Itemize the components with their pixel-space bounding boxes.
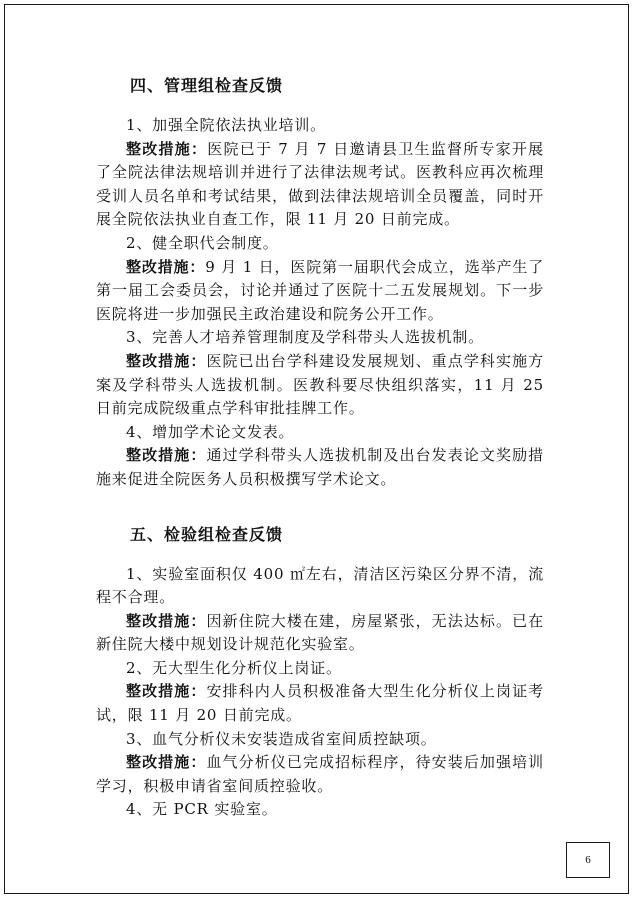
measure-text: 因新住院大楼在建，房屋紧张，无法达标。已在新住院大楼中规划设计规范化实验室。: [96, 611, 544, 654]
measure-label: 整改措施：: [126, 351, 207, 370]
measure-label: 整改措施：: [126, 446, 207, 465]
list-item: 4、增加学术论文发表。: [126, 422, 295, 441]
section-management-items: [96, 114, 544, 492]
measure-label: 整改措施：: [126, 139, 208, 158]
rectification-measure: [96, 256, 544, 327]
measure-label: 整改措施：: [126, 753, 207, 772]
section-heading-management: 四、管理组检查反馈: [130, 76, 284, 95]
rectification-measure: [96, 751, 544, 798]
measure-text: 血气分析仪已完成招标程序，待安装后加强培训学习，积极申请省室间质控验收。: [96, 753, 544, 795]
list-item: 2、健全职代会制度。: [126, 233, 279, 252]
page-number: 6: [585, 854, 591, 866]
measure-text: 通过学科带头人选拔机制及出台发表论文奖励措施来促进全院医务人员积极撰写学术论文。: [96, 446, 544, 488]
measure-text: 医院已于 7 月 7 日邀请县卫生监督所专家开展了全院法律法规培训并进行了法律法规考试。医教科应再次梳理受训人员名单和考试结果，做到法律法规培训全员覆盖，同时开展全院依法执业自查工作，限 11 月 20 日前完成。: [96, 139, 544, 229]
list-item: 1、实验室面积仅 400 ㎡左右，清洁区污染区分界不清，流程不合理。: [96, 564, 544, 607]
list-item: 1、加强全院依法执业培训。: [126, 116, 326, 134]
rectification-measure: [96, 680, 544, 727]
measure-label: 整改措施：: [126, 611, 207, 630]
page-number-box: [566, 842, 610, 878]
measure-label: 整改措施：: [126, 257, 206, 276]
list-item: 2、无大型生化分析仪上岗证。: [126, 658, 342, 677]
section-heading-laboratory: 五、检验组检查反馈: [130, 524, 284, 544]
rectification-measure: [96, 138, 544, 232]
section-laboratory-items: [96, 563, 544, 823]
list-item: 3、完善人才培养管理制度及学科带头人选拔机制。: [126, 328, 484, 347]
rectification-measure: [96, 444, 544, 491]
rectification-measure: [96, 350, 544, 421]
rectification-measure: [96, 610, 544, 657]
measure-text: 安排科内人员积极准备大型生化分析仪上岗证考试，限 11 月 20 日前完成。: [96, 682, 544, 725]
section-spacer: [96, 492, 544, 523]
measure-text: 医院已出台学科建设发展规划、重点学科实施方案及学科带头人选拔机制。医教科要尽快组织落实，11 月 25 日前完成院级重点学科审批挂牌工作。: [96, 351, 544, 418]
list-item: 4、无 PCR 实验室。: [126, 800, 278, 819]
list-item: 3、血气分析仪未安装造成省室间质控缺项。: [126, 729, 437, 748]
measure-text: 9 月 1 日，医院第一届职代会成立，选举产生了第一届工会委员会，讨论并通过了医院十二五发展规划。下一步医院将进一步加强民主政治建设和院务公开工作。: [96, 257, 544, 323]
measure-label: 整改措施：: [126, 682, 207, 701]
document-body: [96, 74, 544, 822]
